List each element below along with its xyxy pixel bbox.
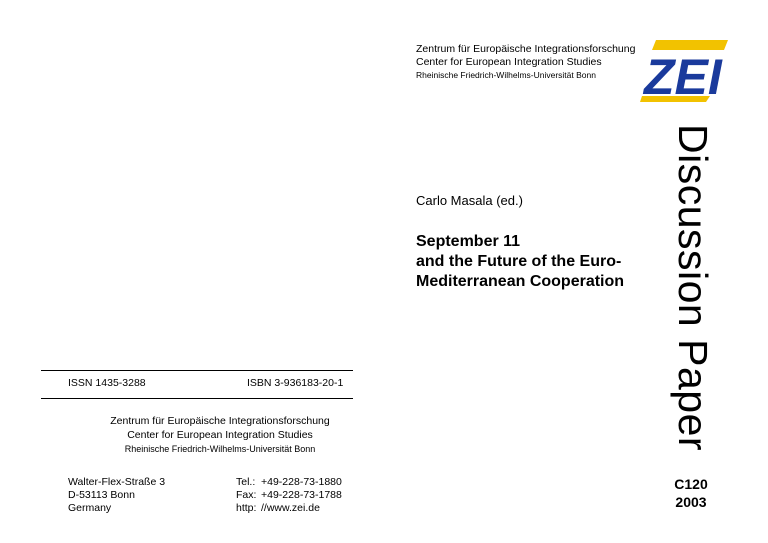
front-institute-university: Rheinische Friedrich-Wilhelms-Universität Bonn: [416, 70, 596, 80]
fax-label: Fax:: [236, 489, 257, 501]
tel-label: Tel.:: [236, 476, 256, 488]
tel-value: +49-228-73-1880: [261, 476, 342, 488]
web-label: http:: [236, 502, 257, 514]
postal-address: [68, 476, 165, 515]
paper-title: [416, 232, 624, 292]
series-number: C120: [674, 476, 708, 492]
discussion-paper-vertical-label: Discussion Paper: [670, 124, 716, 452]
fax-value: +49-228-73-1788: [261, 489, 342, 501]
bottom-divider: [41, 398, 353, 399]
isbn: ISBN 3-936183-20-1: [247, 377, 344, 389]
back-institute-english: Center for European Integration Studies: [127, 429, 313, 441]
front-institute-block: [416, 43, 635, 82]
contact-block: [236, 476, 342, 515]
logo-letters: ZEI: [644, 49, 722, 102]
issn: ISSN 1435-3288: [68, 377, 146, 389]
series-block: [666, 475, 716, 511]
title-line-2: and the Future of the Euro-: [416, 253, 622, 270]
web-row: [236, 502, 342, 515]
address-city: D-53113 Bonn: [68, 489, 135, 501]
title-line-1: September 11: [416, 233, 521, 250]
publication-year: 2003: [675, 494, 707, 510]
back-institute-german: Zentrum für Europäische Integrationsforschung: [110, 415, 330, 427]
back-institute-block: [70, 414, 370, 456]
tel-row: [236, 476, 342, 489]
top-divider: [41, 370, 353, 371]
author-editor: Carlo Masala (ed.): [416, 193, 523, 208]
front-institute-english: Center for European Integration Studies: [416, 56, 602, 68]
zei-logo: [640, 38, 730, 102]
address-street: Walter-Flex-Straße 3: [68, 476, 166, 488]
title-line-3: Mediterranean Cooperation: [416, 273, 625, 290]
back-institute-university: Rheinische Friedrich-Wilhelms-Universität Bonn: [124, 444, 316, 454]
fax-row: [236, 489, 342, 502]
web-value: //www.zei.de: [261, 502, 320, 514]
front-institute-german: Zentrum für Europäische Integrationsforschung: [416, 43, 636, 55]
address-country: Germany: [68, 502, 112, 514]
